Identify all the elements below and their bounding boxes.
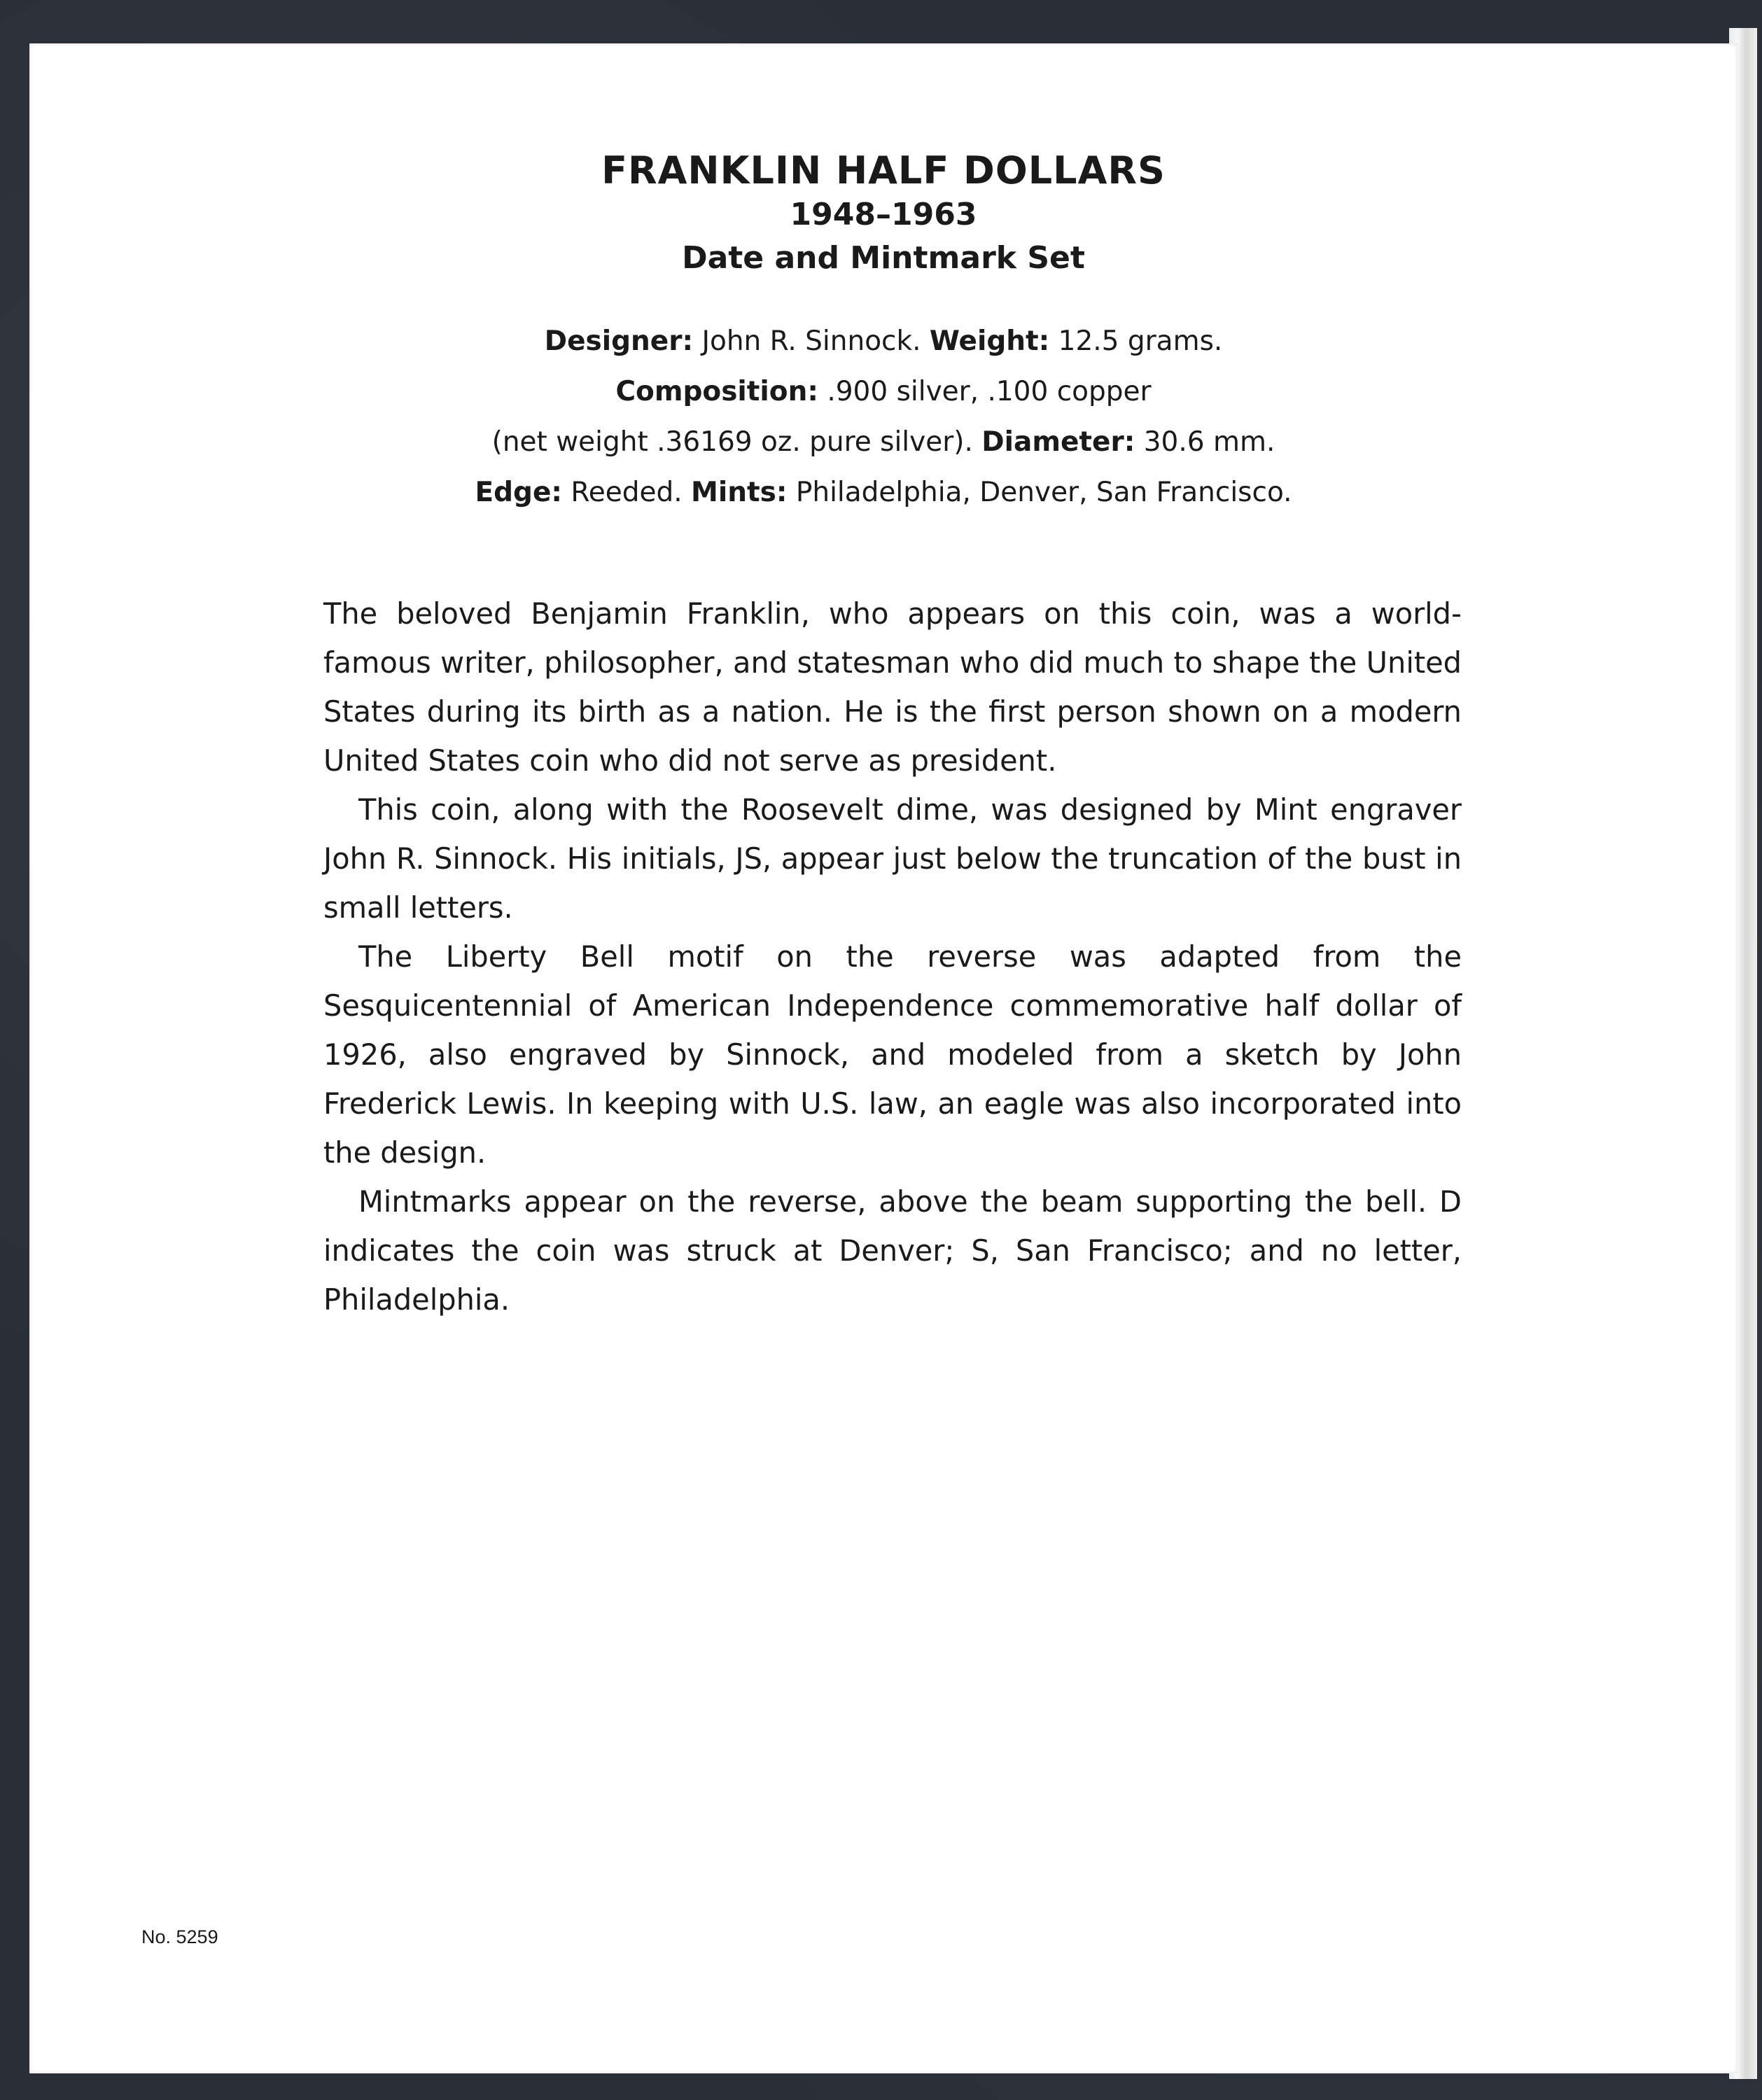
- edge-label: Edge:: [475, 477, 563, 508]
- spec-line-2: [29, 367, 1737, 417]
- spec-line-3: [29, 417, 1737, 468]
- paragraph-1: The beloved Benjamin Franklin, who appears on this coin, was a world-famous writer, philosopher, and statesman who did much to shape the United States during its birth as a nation. He is the first person shown on a modern United States coin who did not serve as president.: [323, 596, 1462, 778]
- album-page: [29, 43, 1737, 2073]
- diameter-value: 30.6 mm.: [1135, 426, 1275, 458]
- mints-value: Philadelphia, Denver, San Francisco.: [787, 477, 1292, 508]
- page-set-name: Date and Mintmark Set: [682, 240, 1085, 276]
- spec-line-1: [29, 316, 1737, 367]
- weight-label: Weight:: [929, 326, 1050, 357]
- designer-label: Designer:: [544, 326, 694, 357]
- composition-value: .900 silver, .100 copper: [818, 376, 1152, 407]
- paragraph-2: This coin, along with the Roosevelt dime, was designed by Mint engraver John R. Sinnock. His initials, JS, appear just below the truncation of the bust in small letters.: [323, 792, 1462, 925]
- mints-label: Mints:: [691, 477, 788, 508]
- coin-specifications: [29, 316, 1737, 518]
- paragraph-3: The Liberty Bell motif on the reverse was adapted from the Sesquicentennial of American Independence commemorative half dollar of 1926, also engraved by Sinnock, and modeled from a sketch by John Frederick Lewis. In keeping with U.S. law, an eagle was also incorporated into the design.: [323, 939, 1462, 1170]
- page-header: [29, 148, 1737, 280]
- body-text: [323, 589, 1462, 1324]
- diameter-label: Diameter:: [981, 426, 1135, 458]
- spec-line-4: [29, 468, 1737, 518]
- net-weight: (net weight .36169 oz. pure silver).: [491, 426, 982, 458]
- page-years: 1948–1963: [790, 197, 977, 232]
- designer-value: John R. Sinnock.: [693, 326, 930, 357]
- composition-label: Composition:: [615, 376, 818, 407]
- weight-value: 12.5 grams.: [1049, 326, 1223, 357]
- catalog-number: No. 5259: [141, 1926, 218, 1947]
- edge-value: Reeded.: [562, 477, 692, 508]
- paragraph-4: Mintmarks appear on the reverse, above the beam supporting the bell. D indicates the coin was struck at Denver; S, San Francisco; and no letter, Philadelphia.: [323, 1184, 1462, 1317]
- page-title: FRANKLIN HALF DOLLARS: [601, 148, 1166, 192]
